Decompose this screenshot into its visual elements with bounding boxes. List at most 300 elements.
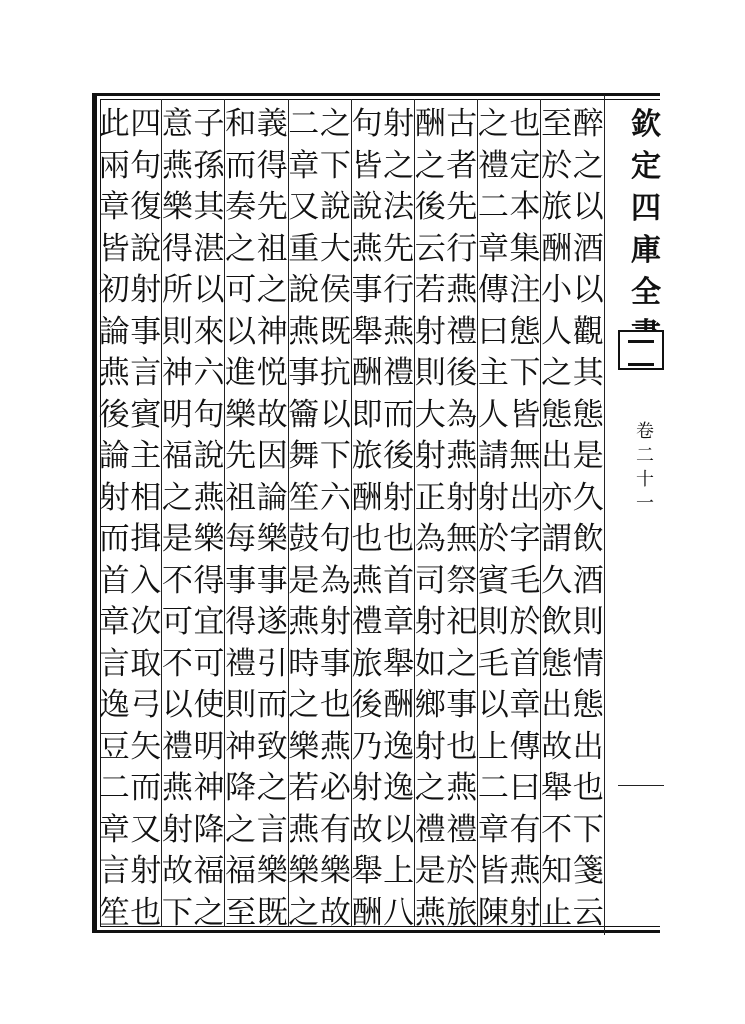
title-char: 庫 bbox=[631, 233, 661, 268]
column-char: 請 bbox=[477, 438, 509, 474]
column-char: 而 bbox=[256, 687, 288, 723]
column-char: 事 bbox=[319, 645, 351, 682]
column-char: 章 bbox=[509, 687, 541, 723]
column-char: 樂 bbox=[256, 853, 288, 889]
column-char: 以 bbox=[193, 272, 225, 308]
column-char: 之 bbox=[477, 106, 509, 142]
column-char: 出 bbox=[572, 728, 604, 765]
column-char: 四 bbox=[130, 106, 162, 142]
column-char: 射 bbox=[98, 479, 130, 516]
column-char: 致 bbox=[256, 728, 288, 765]
column-char: 也 bbox=[509, 106, 541, 142]
title-char: 欽 bbox=[631, 107, 661, 142]
column-char: 神 bbox=[161, 355, 193, 391]
column-char: 云 bbox=[572, 894, 604, 931]
column-char: 之 bbox=[256, 272, 288, 308]
column-char: 子 bbox=[193, 106, 225, 142]
column-char: 後 bbox=[98, 396, 130, 433]
column-char: 言 bbox=[130, 355, 162, 391]
column-char: 八 bbox=[383, 894, 415, 931]
column-char: 也 bbox=[130, 894, 162, 931]
column-char: 射 bbox=[319, 604, 351, 640]
column-char: 於 bbox=[541, 147, 573, 184]
column-char: 引 bbox=[256, 645, 288, 682]
column-char: 每 bbox=[225, 521, 257, 557]
column-char: 舉 bbox=[383, 645, 415, 682]
column-char: 復 bbox=[130, 189, 162, 225]
column-char: 態 bbox=[572, 687, 604, 723]
column-char: 先 bbox=[446, 189, 478, 225]
column-char: 字 bbox=[509, 521, 541, 557]
column-char: 和 bbox=[225, 106, 257, 142]
column-char: 以 bbox=[572, 189, 604, 225]
column-char: 福 bbox=[193, 853, 225, 889]
column-char: 之 bbox=[225, 230, 257, 267]
column-char: 章 bbox=[477, 811, 509, 848]
column-char: 是 bbox=[288, 562, 320, 599]
column-char: 也 bbox=[383, 521, 415, 557]
column-char: 也 bbox=[351, 521, 383, 557]
text-column bbox=[89, 104, 139, 931]
column-char: 樂 bbox=[256, 521, 288, 557]
column-char: 態 bbox=[541, 645, 573, 682]
column-char: 籥 bbox=[288, 396, 320, 433]
column-char: 樂 bbox=[225, 396, 257, 433]
column-char: 而 bbox=[130, 770, 162, 806]
column-char: 既 bbox=[256, 894, 288, 931]
column-char: 射 bbox=[414, 313, 446, 350]
column-char: 則 bbox=[477, 604, 509, 640]
column-char: 燕 bbox=[161, 147, 193, 184]
column-char: 之 bbox=[541, 355, 573, 391]
column-char: 以 bbox=[161, 687, 193, 723]
column-char: 皆 bbox=[477, 853, 509, 889]
juan-char: 卷 bbox=[636, 421, 654, 442]
column-char: 舉 bbox=[351, 313, 383, 350]
column-char: 說 bbox=[130, 230, 162, 267]
column-char: 下 bbox=[572, 811, 604, 848]
column-char: 下 bbox=[319, 147, 351, 184]
column-char: 宜 bbox=[193, 604, 225, 640]
column-char: 之 bbox=[383, 147, 415, 184]
column-char: 射 bbox=[414, 728, 446, 765]
column-char: 禮 bbox=[477, 147, 509, 184]
column-char: 集 bbox=[509, 230, 541, 267]
column-char: 出 bbox=[541, 687, 573, 723]
column-char: 久 bbox=[572, 479, 604, 516]
column-char: 是 bbox=[161, 521, 193, 557]
title-char: 定 bbox=[631, 149, 661, 184]
column-char: 不 bbox=[161, 562, 193, 599]
column-char: 句 bbox=[193, 396, 225, 433]
column-char: 下 bbox=[509, 355, 541, 391]
column-char: 事 bbox=[130, 313, 162, 350]
column-char: 態 bbox=[572, 396, 604, 433]
column-char: 事 bbox=[446, 687, 478, 723]
column-char: 射 bbox=[509, 894, 541, 931]
column-char: 笙 bbox=[288, 479, 320, 516]
title-char: 全 bbox=[631, 275, 661, 310]
column-char: 酬 bbox=[541, 230, 573, 267]
column-char: 燕 bbox=[193, 479, 225, 516]
column-char: 六 bbox=[319, 479, 351, 516]
column-char: 旅 bbox=[446, 894, 478, 931]
column-char: 燕 bbox=[319, 728, 351, 765]
column-char: 射 bbox=[130, 853, 162, 889]
column-char: 下 bbox=[319, 438, 351, 474]
column-char: 說 bbox=[351, 189, 383, 225]
juan-char: 一 bbox=[636, 493, 654, 514]
column-char: 主 bbox=[130, 438, 162, 474]
column-char: 舉 bbox=[541, 770, 573, 806]
column-char: 侯 bbox=[319, 272, 351, 308]
column-char: 行 bbox=[383, 272, 415, 308]
column-char: 皆 bbox=[509, 396, 541, 433]
column-char: 之 bbox=[319, 106, 351, 142]
column-char: 則 bbox=[414, 355, 446, 391]
column-char: 故 bbox=[161, 853, 193, 889]
column-char: 兩 bbox=[98, 147, 130, 184]
column-char: 射 bbox=[446, 479, 478, 516]
column-char: 乃 bbox=[351, 728, 383, 765]
column-char: 若 bbox=[288, 770, 320, 806]
column-char: 射 bbox=[351, 770, 383, 806]
column-char: 是 bbox=[414, 853, 446, 889]
column-char: 言 bbox=[98, 853, 130, 889]
column-char: 旅 bbox=[541, 189, 573, 225]
column-char: 久 bbox=[541, 562, 573, 599]
column-char: 禮 bbox=[446, 313, 478, 350]
column-char: 毛 bbox=[509, 562, 541, 599]
column-char: 降 bbox=[225, 770, 257, 806]
column-char: 出 bbox=[509, 479, 541, 516]
column-char: 論 bbox=[98, 438, 130, 474]
column-char: 之 bbox=[193, 894, 225, 931]
column-char: 止 bbox=[541, 894, 573, 931]
column-char: 本 bbox=[509, 189, 541, 225]
column-char: 射 bbox=[414, 438, 446, 474]
column-char: 降 bbox=[193, 811, 225, 848]
column-char: 也 bbox=[319, 687, 351, 723]
column-char: 祭 bbox=[446, 562, 478, 599]
column-char: 不 bbox=[161, 645, 193, 682]
column-char: 飲 bbox=[572, 521, 604, 557]
column-char: 先 bbox=[383, 230, 415, 267]
column-char: 射 bbox=[383, 106, 415, 142]
column-char: 古 bbox=[446, 106, 478, 142]
column-char: 後 bbox=[446, 355, 478, 391]
column-char: 以 bbox=[572, 272, 604, 308]
column-char: 之 bbox=[414, 770, 446, 806]
column-char: 禮 bbox=[446, 811, 478, 848]
column-char: 事 bbox=[225, 562, 257, 599]
column-char: 皆 bbox=[98, 230, 130, 267]
column-char: 小 bbox=[541, 272, 573, 308]
column-char: 酬 bbox=[351, 894, 383, 931]
title-char: 四 bbox=[631, 191, 661, 226]
column-char: 其 bbox=[193, 189, 225, 225]
column-char: 則 bbox=[225, 687, 257, 723]
column-char: 射 bbox=[414, 604, 446, 640]
column-char: 後 bbox=[414, 189, 446, 225]
column-char: 抗 bbox=[319, 355, 351, 391]
column-char: 正 bbox=[414, 479, 446, 516]
column-char: 句 bbox=[351, 106, 383, 142]
column-char: 以 bbox=[383, 811, 415, 848]
column-char: 故 bbox=[319, 894, 351, 931]
column-char: 是 bbox=[572, 438, 604, 474]
column-char: 禮 bbox=[351, 604, 383, 640]
column-char: 之 bbox=[225, 811, 257, 848]
column-char: 故 bbox=[541, 728, 573, 765]
column-char: 也 bbox=[572, 770, 604, 806]
column-char: 態 bbox=[509, 313, 541, 350]
column-char: 毛 bbox=[477, 645, 509, 682]
column-char: 說 bbox=[193, 438, 225, 474]
column-char: 燕 bbox=[288, 811, 320, 848]
column-char: 遂 bbox=[256, 604, 288, 640]
column-char: 主 bbox=[477, 355, 509, 391]
column-char: 神 bbox=[225, 728, 257, 765]
column-char: 射 bbox=[477, 479, 509, 516]
column-char: 燕 bbox=[161, 770, 193, 806]
column-char: 之 bbox=[446, 645, 478, 682]
column-char: 為 bbox=[414, 521, 446, 557]
column-char: 弓 bbox=[130, 687, 162, 723]
column-char: 而 bbox=[225, 147, 257, 184]
column-char: 知 bbox=[541, 853, 573, 889]
column-char: 醉 bbox=[572, 106, 604, 142]
column-char: 說 bbox=[288, 272, 320, 308]
column-char: 之 bbox=[288, 894, 320, 931]
column-char: 禮 bbox=[225, 645, 257, 682]
column-char: 時 bbox=[288, 645, 320, 682]
column-char: 祖 bbox=[256, 230, 288, 267]
column-char: 大 bbox=[319, 230, 351, 267]
column-char: 無 bbox=[509, 438, 541, 474]
column-char: 行 bbox=[446, 230, 478, 267]
column-char: 可 bbox=[193, 645, 225, 682]
column-char: 所 bbox=[161, 272, 193, 308]
column-char: 於 bbox=[509, 604, 541, 640]
column-char: 之 bbox=[256, 770, 288, 806]
column-char: 章 bbox=[98, 811, 130, 848]
column-char: 之 bbox=[572, 147, 604, 184]
column-char: 事 bbox=[288, 355, 320, 391]
column-char: 章 bbox=[288, 147, 320, 184]
column-char: 明 bbox=[161, 396, 193, 433]
column-char: 句 bbox=[319, 521, 351, 557]
column-char: 傳 bbox=[509, 728, 541, 765]
column-char: 以 bbox=[477, 687, 509, 723]
fish-tail-mark bbox=[618, 330, 664, 370]
column-char: 後 bbox=[351, 687, 383, 723]
column-char: 大 bbox=[414, 396, 446, 433]
column-char: 法 bbox=[383, 189, 415, 225]
column-char: 有 bbox=[319, 811, 351, 848]
column-char: 為 bbox=[446, 396, 478, 433]
column-char: 可 bbox=[161, 604, 193, 640]
column-char: 又 bbox=[130, 811, 162, 848]
column-char: 論 bbox=[256, 479, 288, 516]
column-char: 觀 bbox=[572, 313, 604, 350]
column-char: 酬 bbox=[351, 355, 383, 391]
column-char: 因 bbox=[256, 438, 288, 474]
column-char: 則 bbox=[572, 604, 604, 640]
column-char: 祀 bbox=[446, 604, 478, 640]
column-char: 定 bbox=[509, 147, 541, 184]
column-char: 燕 bbox=[446, 770, 478, 806]
column-char: 逸 bbox=[98, 687, 130, 723]
column-char: 章 bbox=[383, 604, 415, 640]
column-char: 笙 bbox=[98, 894, 130, 931]
column-char: 得 bbox=[161, 230, 193, 267]
column-char: 傳 bbox=[477, 272, 509, 308]
column-char: 旅 bbox=[351, 645, 383, 682]
column-char: 先 bbox=[225, 438, 257, 474]
column-char: 次 bbox=[130, 604, 162, 640]
column-char: 神 bbox=[256, 313, 288, 350]
column-char: 孫 bbox=[193, 147, 225, 184]
column-char: 曰 bbox=[477, 313, 509, 350]
column-char: 此 bbox=[98, 106, 130, 142]
column-char: 意 bbox=[161, 106, 193, 142]
column-char: 燕 bbox=[509, 853, 541, 889]
column-char: 揖 bbox=[130, 521, 162, 557]
column-char: 以 bbox=[319, 396, 351, 433]
column-char: 入 bbox=[130, 562, 162, 599]
column-char: 逸 bbox=[383, 728, 415, 765]
column-char: 明 bbox=[193, 728, 225, 765]
column-char: 進 bbox=[225, 355, 257, 391]
column-char: 六 bbox=[193, 355, 225, 391]
column-char: 得 bbox=[193, 562, 225, 599]
column-char: 至 bbox=[225, 894, 257, 931]
column-char: 司 bbox=[414, 562, 446, 599]
column-char: 來 bbox=[193, 313, 225, 350]
column-char: 於 bbox=[477, 521, 509, 557]
column-char: 樂 bbox=[193, 521, 225, 557]
column-char: 燕 bbox=[351, 562, 383, 599]
column-char: 首 bbox=[383, 562, 415, 599]
column-char: 之 bbox=[414, 147, 446, 184]
column-char: 言 bbox=[256, 811, 288, 848]
column-char: 燕 bbox=[446, 272, 478, 308]
column-char: 義 bbox=[256, 106, 288, 142]
column-char: 之 bbox=[161, 479, 193, 516]
column-char: 祖 bbox=[225, 479, 257, 516]
column-char: 之 bbox=[288, 687, 320, 723]
column-char: 於 bbox=[446, 853, 478, 889]
column-char: 皆 bbox=[351, 147, 383, 184]
column-char: 先 bbox=[256, 189, 288, 225]
column-char: 故 bbox=[256, 396, 288, 433]
column-char: 態 bbox=[541, 396, 573, 433]
column-char: 取 bbox=[130, 645, 162, 682]
column-char: 重 bbox=[288, 230, 320, 267]
column-char: 禮 bbox=[383, 355, 415, 391]
column-char: 飲 bbox=[541, 604, 573, 640]
column-char: 亦 bbox=[541, 479, 573, 516]
column-char: 鄉 bbox=[414, 687, 446, 723]
column-char: 燕 bbox=[414, 894, 446, 931]
column-char: 樂 bbox=[288, 853, 320, 889]
column-char: 賓 bbox=[477, 562, 509, 599]
column-char: 燕 bbox=[98, 355, 130, 391]
column-char: 射 bbox=[161, 811, 193, 848]
column-char: 曰 bbox=[509, 770, 541, 806]
column-char: 箋 bbox=[572, 853, 604, 889]
column-char: 二 bbox=[288, 106, 320, 142]
column-char: 射 bbox=[383, 479, 415, 516]
column-char: 出 bbox=[541, 438, 573, 474]
column-char: 謂 bbox=[541, 521, 573, 557]
column-char: 有 bbox=[509, 811, 541, 848]
column-char: 云 bbox=[414, 230, 446, 267]
column-char: 說 bbox=[319, 189, 351, 225]
column-char: 即 bbox=[351, 396, 383, 433]
column-char: 賓 bbox=[130, 396, 162, 433]
column-char: 湛 bbox=[193, 230, 225, 267]
book-title bbox=[626, 104, 666, 356]
column-char: 事 bbox=[256, 562, 288, 599]
column-char: 既 bbox=[319, 313, 351, 350]
column-char: 人 bbox=[477, 396, 509, 433]
column-char: 奏 bbox=[225, 189, 257, 225]
column-char: 得 bbox=[256, 147, 288, 184]
column-char: 後 bbox=[383, 438, 415, 474]
column-char: 上 bbox=[383, 853, 415, 889]
column-char: 首 bbox=[509, 645, 541, 682]
column-char: 二 bbox=[477, 770, 509, 806]
column-char: 如 bbox=[414, 645, 446, 682]
column-char: 上 bbox=[477, 728, 509, 765]
column-char: 以 bbox=[225, 313, 257, 350]
column-char: 禮 bbox=[414, 811, 446, 848]
column-char: 舉 bbox=[351, 853, 383, 889]
column-char: 注 bbox=[509, 272, 541, 308]
column-char: 舞 bbox=[288, 438, 320, 474]
column-char: 燕 bbox=[288, 604, 320, 640]
column-char: 酒 bbox=[572, 230, 604, 267]
column-char: 而 bbox=[98, 521, 130, 557]
juan-char: 十 bbox=[636, 469, 654, 490]
column-char: 燕 bbox=[446, 438, 478, 474]
column-char: 若 bbox=[414, 272, 446, 308]
column-char: 燕 bbox=[288, 313, 320, 350]
column-char: 句 bbox=[130, 147, 162, 184]
column-char: 樂 bbox=[319, 853, 351, 889]
column-char: 燕 bbox=[351, 230, 383, 267]
column-char: 者 bbox=[446, 147, 478, 184]
column-char: 二 bbox=[477, 189, 509, 225]
column-char: 鼓 bbox=[288, 521, 320, 557]
column-char: 福 bbox=[225, 853, 257, 889]
column-char: 首 bbox=[98, 562, 130, 599]
column-char: 而 bbox=[383, 396, 415, 433]
column-char: 射 bbox=[130, 272, 162, 308]
column-char: 可 bbox=[225, 272, 257, 308]
column-char: 福 bbox=[161, 438, 193, 474]
column-char: 不 bbox=[541, 811, 573, 848]
column-char: 也 bbox=[446, 728, 478, 765]
column-char: 相 bbox=[130, 479, 162, 516]
column-char: 至 bbox=[541, 106, 573, 142]
column-char: 言 bbox=[98, 645, 130, 682]
column-char: 章 bbox=[98, 604, 130, 640]
column-char: 事 bbox=[351, 272, 383, 308]
column-char: 旅 bbox=[351, 438, 383, 474]
